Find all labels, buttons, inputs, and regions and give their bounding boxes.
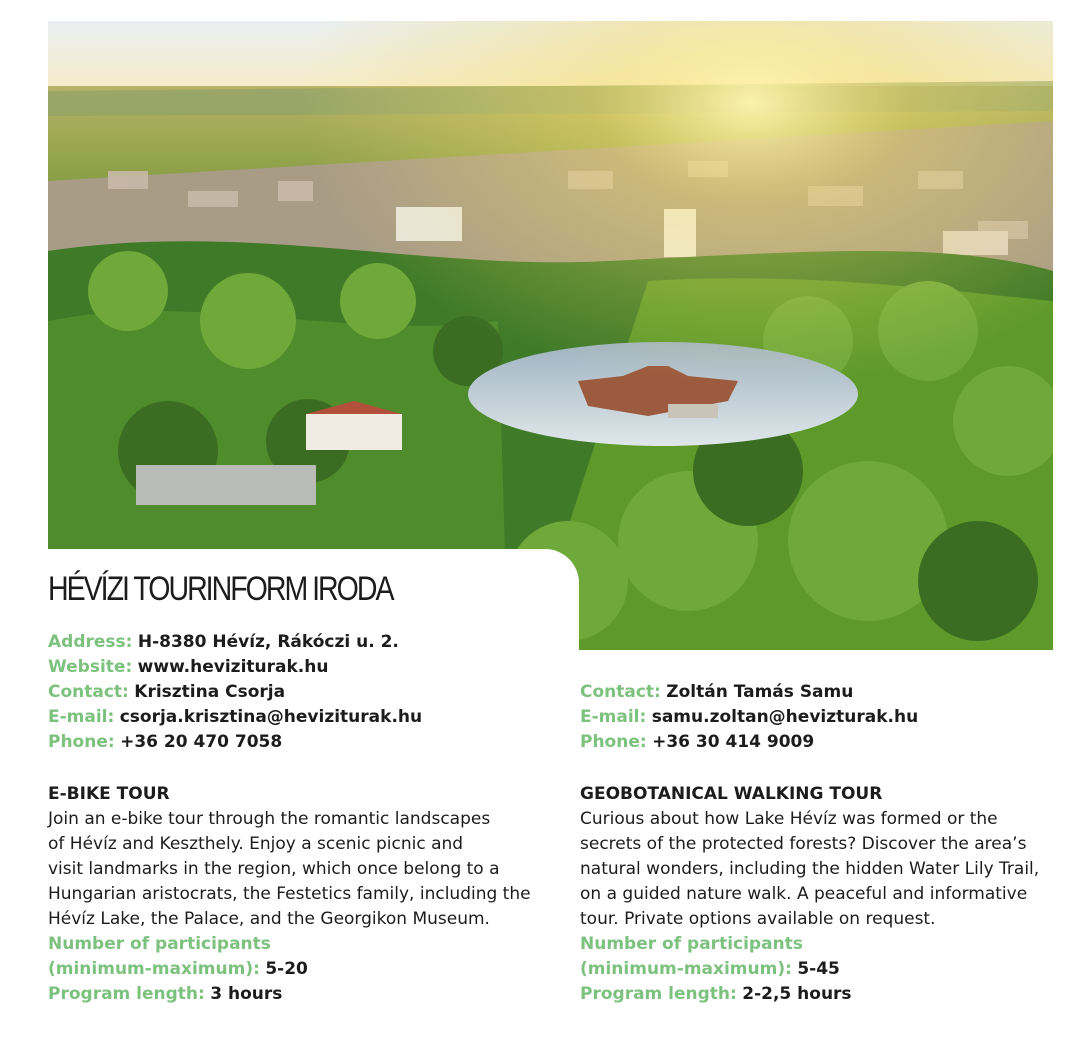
contact-value: Zoltán Tamás Samu <box>666 682 854 702</box>
website-row <box>48 655 548 680</box>
website-link[interactable]: www.heviziturak.hu <box>137 657 329 677</box>
geobotanical-tour-section <box>580 782 1065 1007</box>
participants-label: Number of participants <box>48 934 271 954</box>
email-link[interactable]: csorja.krisztina@heviziturak.hu <box>119 707 423 727</box>
phone-label: Phone: <box>580 732 647 752</box>
contact-row <box>48 680 548 705</box>
tour-title: GEOBOTANICAL WALKING TOUR <box>580 784 883 804</box>
contact-label: Contact: <box>580 682 661 702</box>
email-link[interactable]: samu.zoltan@hevizturak.hu <box>651 707 919 727</box>
length-row <box>580 982 1065 1007</box>
length-value: 2-2,5 hours <box>742 984 852 1004</box>
participants-row <box>48 957 548 982</box>
email-label: E-mail: <box>48 707 115 727</box>
participants-row <box>580 957 1065 982</box>
participants-label: Number of participants <box>580 934 803 954</box>
contact-value: Krisztina Csorja <box>134 682 286 702</box>
phone-row <box>48 730 548 755</box>
length-label: Program length: <box>48 984 205 1004</box>
tour-description-line: Curious about how Lake Hévíz was formed or the <box>580 809 998 829</box>
contact-row <box>580 680 1065 705</box>
left-contact-block <box>48 630 548 755</box>
office-title: HÉVÍZI TOURINFORM IRODA <box>48 570 393 608</box>
phone-value[interactable]: +36 20 470 7058 <box>120 732 283 752</box>
address-value: H-8380 Hévíz, Rákóczi u. 2. <box>137 632 399 652</box>
tour-description-line: visit landmarks in the region, which once belong to a <box>48 859 500 879</box>
phone-row <box>580 730 1065 755</box>
tour-description-line: of Hévíz and Keszthely. Enjoy a scenic picnic and <box>48 834 464 854</box>
participants-range-label: (minimum-maximum): <box>48 959 260 979</box>
phone-label: Phone: <box>48 732 115 752</box>
participants-value: 5-20 <box>265 959 308 979</box>
tour-description-line: Hévíz Lake, the Palace, and the Georgikon Museum. <box>48 909 490 929</box>
tour-title: E-BIKE TOUR <box>48 784 170 804</box>
length-row <box>48 982 548 1007</box>
email-row <box>48 705 548 730</box>
email-row <box>580 705 1065 730</box>
length-value: 3 hours <box>210 984 283 1004</box>
tour-description-line: on a guided nature walk. A peaceful and informative <box>580 884 1028 904</box>
tour-description-line: Join an e-bike tour through the romantic landscapes <box>48 809 491 829</box>
tour-description-line: Hungarian aristocrats, the Festetics family, including the <box>48 884 531 904</box>
participants-value: 5-45 <box>797 959 840 979</box>
phone-value[interactable]: +36 30 414 9009 <box>652 732 815 752</box>
address-label: Address: <box>48 632 133 652</box>
tour-description-line: natural wonders, including the hidden Water Lily Trail, <box>580 859 1040 879</box>
website-label: Website: <box>48 657 133 677</box>
address-row <box>48 630 548 655</box>
contact-label: Contact: <box>48 682 129 702</box>
right-contact-block <box>580 680 1065 755</box>
email-label: E-mail: <box>580 707 647 727</box>
ebike-tour-section <box>48 782 548 1007</box>
length-label: Program length: <box>580 984 737 1004</box>
tour-description-line: tour. Private options available on request. <box>580 909 936 929</box>
participants-range-label: (minimum-maximum): <box>580 959 792 979</box>
tour-description-line: secrets of the protected forests? Discover the area’s <box>580 834 1027 854</box>
